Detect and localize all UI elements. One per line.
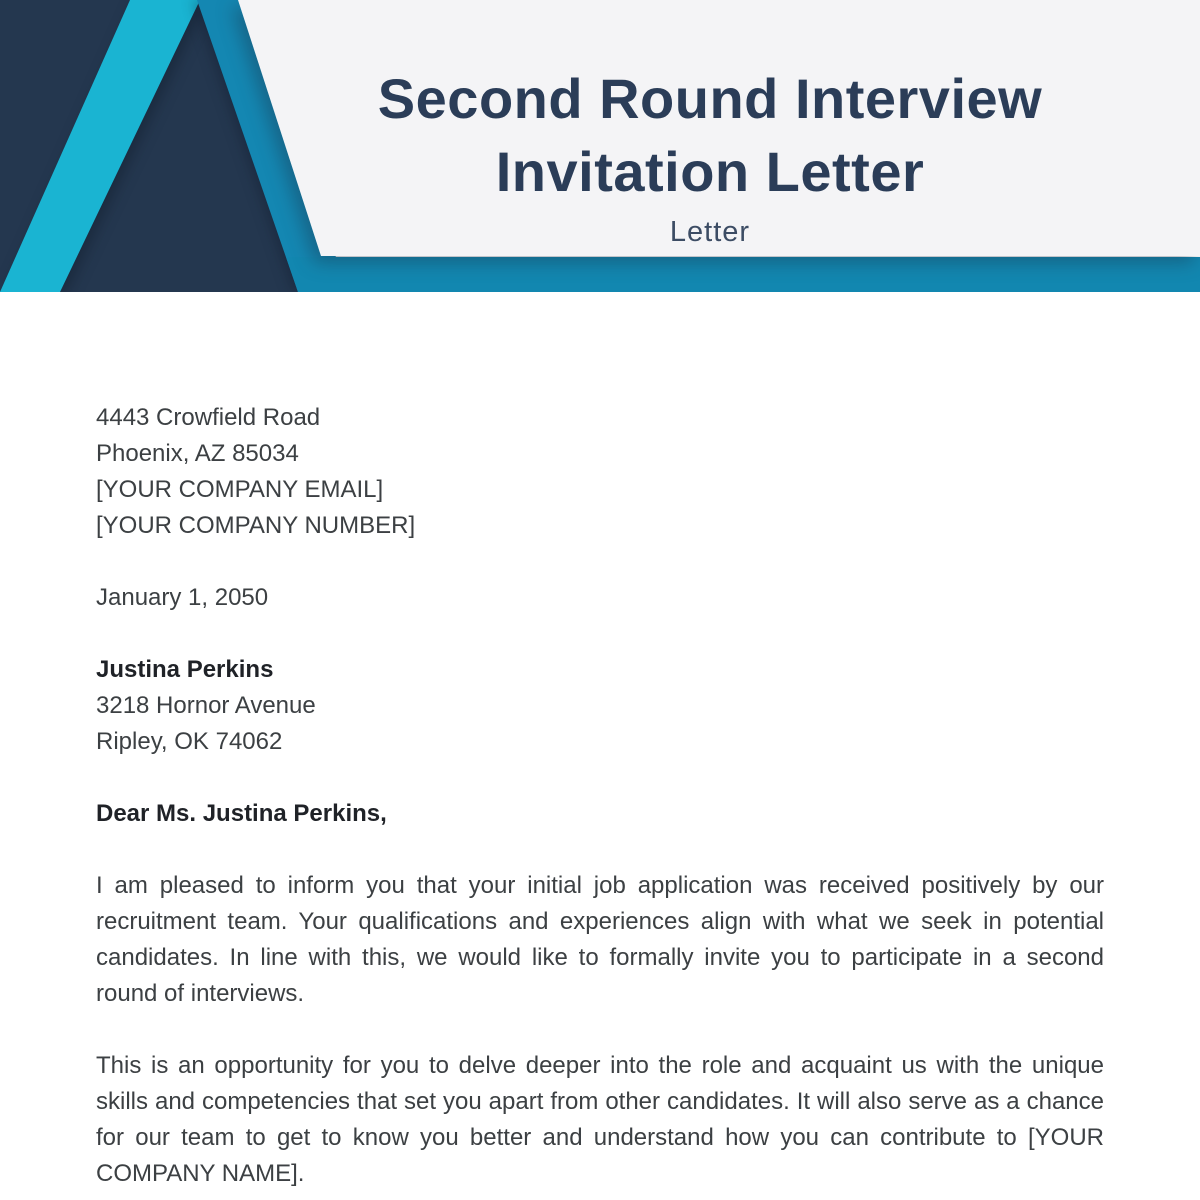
document-title: Second Round Interview Invitation Letter (377, 67, 1043, 203)
body-paragraph-2: This is an opportunity for you to delve deeper into the role and acquaint us with the unique skills and competencies that set you apart from other candidates. It will also serve as a chance for our team to get to know you better and understand how you can contribute to [YOUR COMPANY NAME]. (96, 1052, 1104, 1187)
header-banner (0, 0, 1200, 292)
letter-body (0, 292, 1200, 1192)
title-block (250, 62, 1170, 249)
document-subtitle: Letter (669, 216, 751, 248)
recipient-name: Justina Perkins (96, 656, 274, 683)
sender-address-line: Phoenix, AZ 85034 (96, 440, 299, 467)
sender-address-block (96, 400, 1104, 544)
letter-date: January 1, 2050 (96, 584, 269, 611)
sender-address-line: 4443 Crowfield Road (96, 404, 321, 431)
sender-email-placeholder: [YOUR COMPANY EMAIL] (96, 476, 384, 503)
date-line (96, 580, 1104, 616)
teal-bar-shape (286, 257, 1200, 292)
sender-number-placeholder: [YOUR COMPANY NUMBER] (96, 512, 416, 539)
recipient-address-line: Ripley, OK 74062 (96, 728, 283, 755)
salutation: Dear Ms. Justina Perkins, (96, 800, 387, 827)
salutation-block (96, 796, 1104, 832)
recipient-address-line: 3218 Hornor Avenue (96, 692, 316, 719)
body-paragraph-1: I am pleased to inform you that your initial job application was received positively by our recruitment team. Your qualifications and experiences align with what we seek in potential candidates. In line with this, we would like to formally invite you to participate in a second round of interviews. (96, 872, 1104, 1007)
recipient-block (96, 652, 1104, 760)
